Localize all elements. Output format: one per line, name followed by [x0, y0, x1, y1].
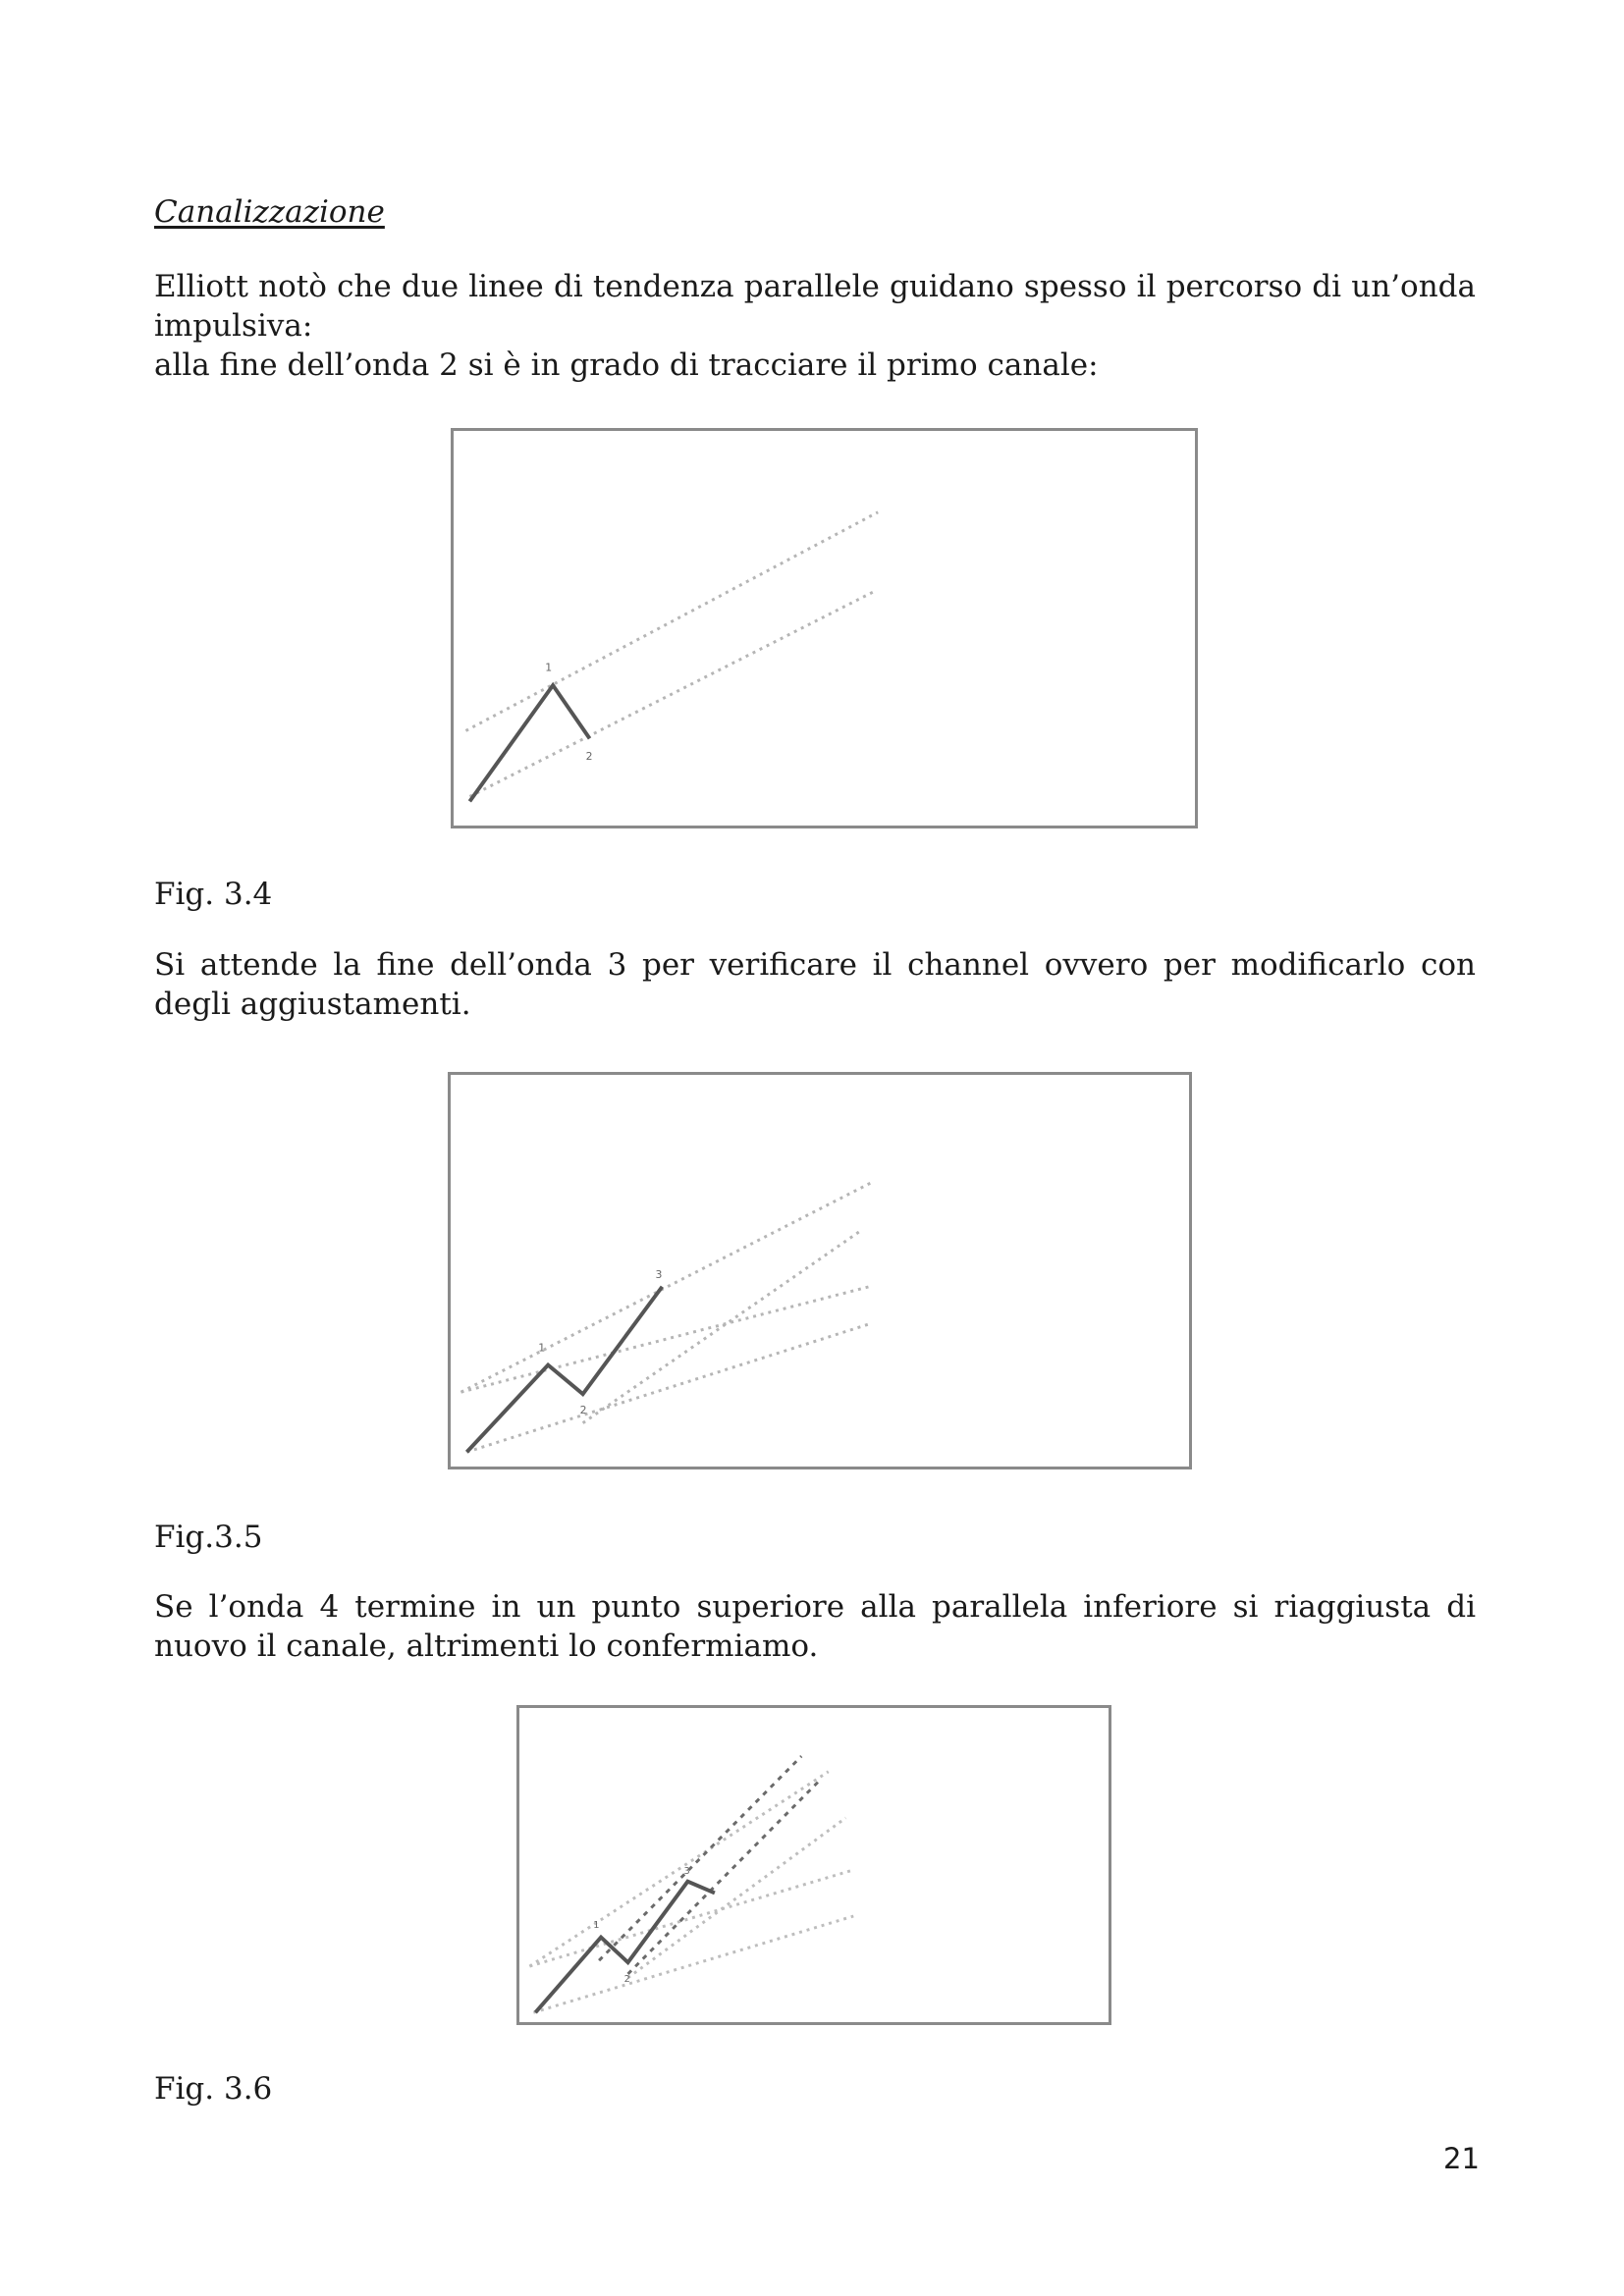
channel-line-upper-2 [460, 1286, 873, 1392]
channel-line-dark-lower [628, 1780, 821, 1974]
page-number: 21 [1443, 2142, 1480, 2175]
wave-label-1: 1 [545, 661, 553, 674]
paragraph-wave4: Se l’onda 4 termine in un punto superiore alla parallela inferiore si riaggiusta di nuovo il canale, altrimenti lo confermiamo. [154, 1589, 1476, 1664]
figure-caption: Fig. 3.4 [154, 877, 273, 912]
channel-line-1 [529, 1772, 828, 1966]
figure-3-6 [516, 1705, 1111, 2025]
wave-label-3: 3 [655, 1267, 663, 1281]
wave-line [469, 685, 589, 801]
figure-caption: Fig. 3.6 [154, 2071, 273, 2107]
channel-line-upper-1 [460, 1182, 872, 1392]
figure-3-4-drawing [454, 431, 1195, 826]
channel-line-3 [533, 1916, 853, 2012]
figure-3-4 [451, 428, 1198, 828]
wave-line [535, 1882, 715, 2012]
wave-label-2: 2 [579, 1403, 587, 1416]
wave-label-3: 3 [683, 1865, 690, 1877]
channel-line-dark-upper [599, 1756, 801, 1960]
figure-3-5 [448, 1072, 1192, 1469]
wave-label-1: 1 [593, 1919, 600, 1931]
figure-3-5-drawing [451, 1075, 1189, 1467]
figure-3-6-drawing [519, 1708, 1109, 2022]
wave-label-2: 2 [585, 750, 593, 763]
paragraph-intro: Elliott notò che due linee di tendenza parallele guidano spesso il percorso di un’onda impulsiva: [154, 269, 1476, 344]
paragraph-wave3: Si attende la fine dell’onda 3 per verificare il channel ovvero per modificarlo con degli aggiustamenti. [154, 947, 1476, 1022]
section-heading: Canalizzazione [154, 194, 385, 230]
wave-line [466, 1287, 662, 1452]
paragraph-intro-continued: alla fine dell’onda 2 si è in grado di tracciare il primo canale: [154, 347, 1099, 383]
wave-label-1: 1 [538, 1341, 546, 1355]
figure-caption: Fig.3.5 [154, 1520, 263, 1555]
wave-label-2: 2 [623, 1973, 630, 1985]
channel-line-lower-2 [583, 1232, 860, 1423]
